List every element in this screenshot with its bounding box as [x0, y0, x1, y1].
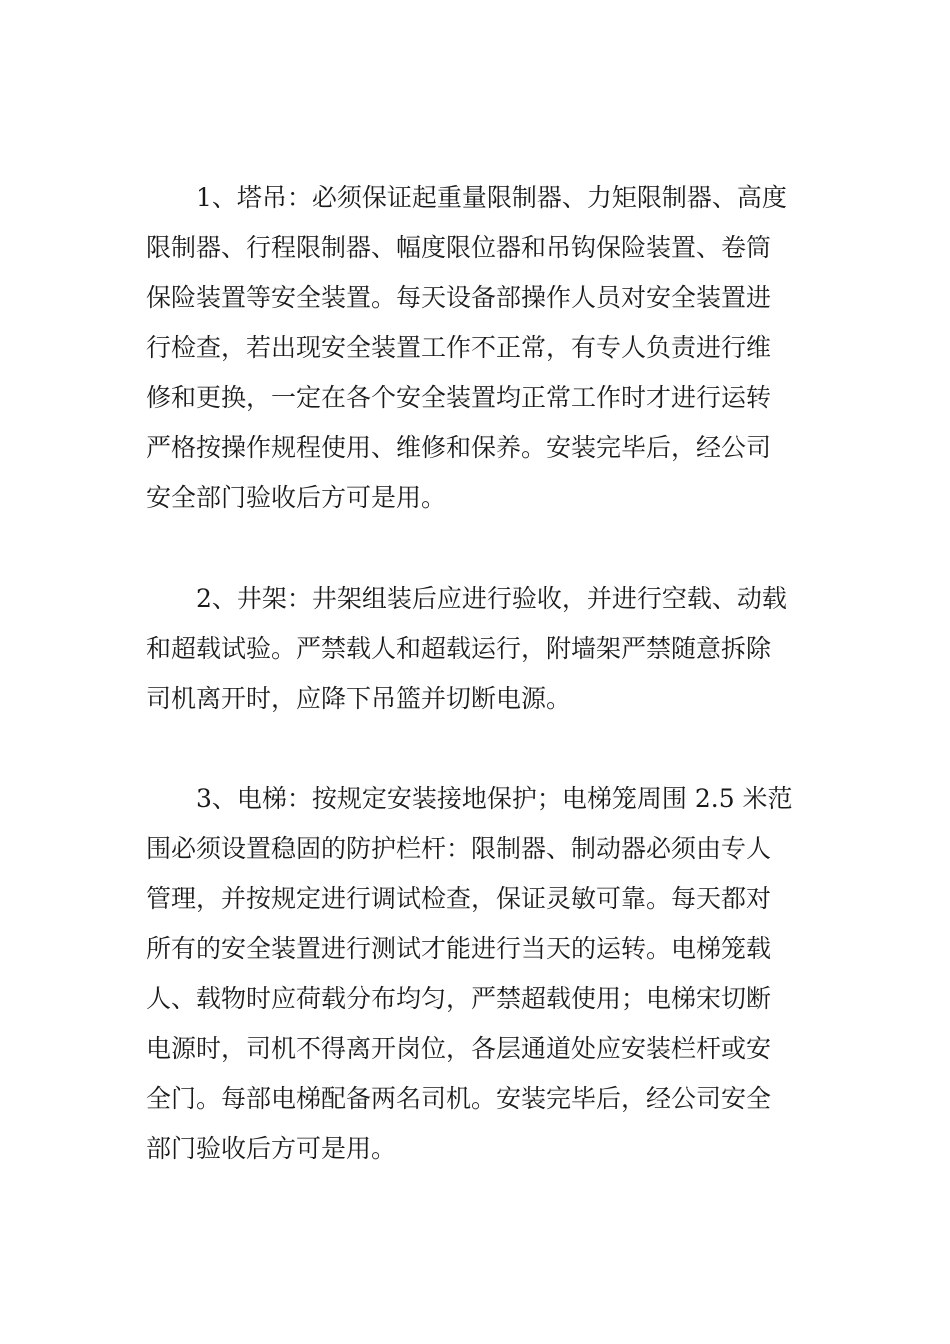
paragraph-line: 安全部门验收后方可是用。	[146, 483, 447, 512]
paragraph-line: 严格按操作规程使用、维修和保养。安装完毕后，经公司	[146, 433, 772, 462]
paragraph-line: 和超载试验。严禁载人和超载运行，附墙架严禁随意拆除	[146, 634, 772, 663]
paragraph-line: 行检查，若出现安全装置工作不正常，有专人负责进行维	[146, 333, 772, 362]
paragraph-line: 1、塔吊：必须保证起重量限制器、力矩限制器、高度	[196, 183, 787, 212]
paragraph-line: 所有的安全装置进行测试才能进行当天的运转。电梯笼载	[146, 934, 772, 963]
paragraph-line: 司机离开时，应降下吊篮并切断电源。	[146, 684, 572, 713]
paragraph-line: 电源时，司机不得离开岗位，各层通道处应安装栏杆或安	[146, 1034, 772, 1063]
paragraph-line: 限制器、行程限制器、幅度限位器和吊钩保险装置、卷筒	[146, 233, 772, 262]
paragraph-line: 围必须设置稳固的防护栏杆：限制器、制动器必须由专人	[146, 834, 772, 863]
paragraph-line: 管理，并按规定进行调试检查，保证灵敏可靠。每天都对	[146, 884, 772, 913]
paragraph-line: 修和更换，一定在各个安全装置均正常工作时才进行运转	[146, 383, 772, 412]
paragraph-line: 部门验收后方可是用。	[146, 1134, 397, 1163]
paragraph-line: 3、电梯：按规定安装接地保护；电梯笼周围 2.5 米范	[196, 784, 793, 813]
paragraph-line: 人、载物时应荷载分布均匀，严禁超载使用；电梯宋切断	[146, 984, 772, 1013]
paragraph-line: 保险装置等安全装置。每天设备部操作人员对安全装置进	[146, 283, 772, 312]
paragraph-line: 全门。每部电梯配备两名司机。安装完毕后，经公司安全	[146, 1084, 772, 1113]
paragraph-line: 2、井架：井架组装后应进行验收，并进行空载、动载	[196, 584, 787, 613]
